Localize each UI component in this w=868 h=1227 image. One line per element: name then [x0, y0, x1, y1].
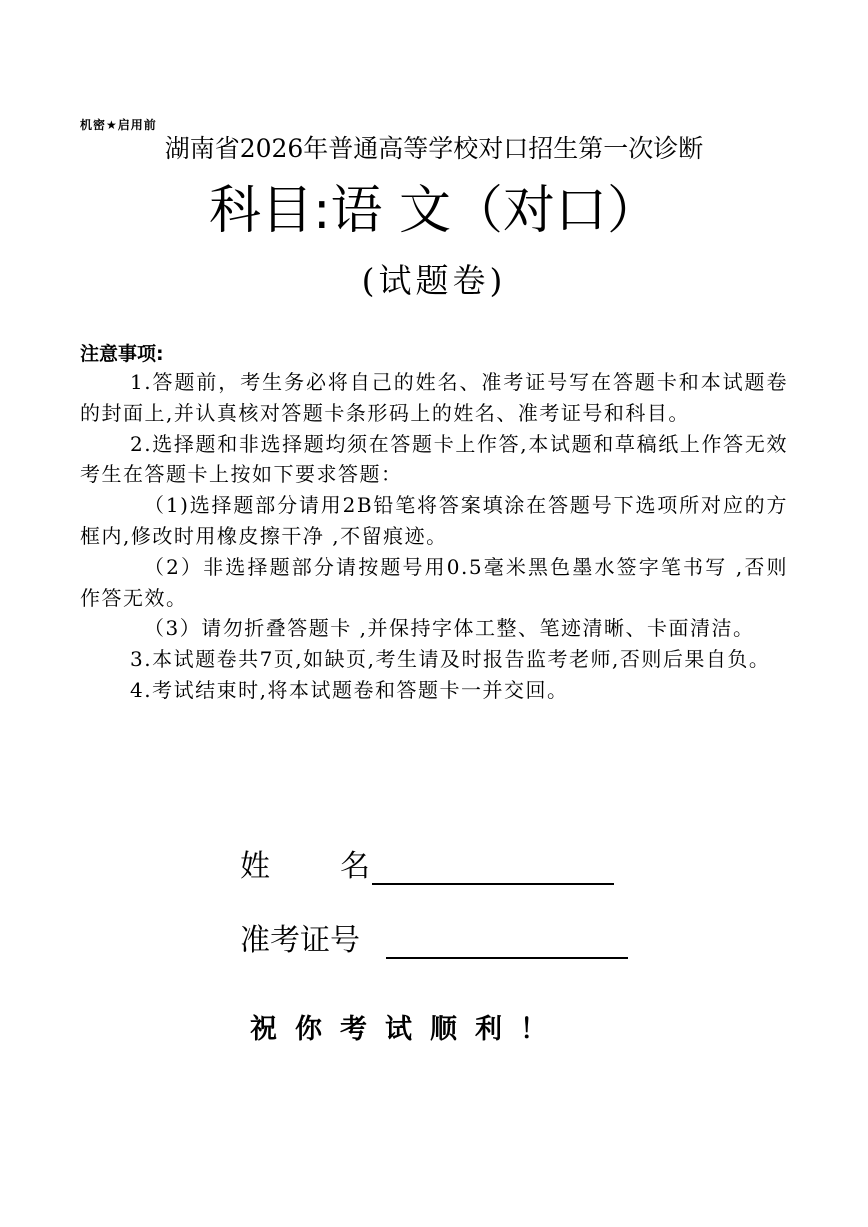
notice-item: 2.选择题和非选择题均须在答题卡上作答,本试题和草稿纸上作答无效考生在答题卡上按如下要求答题：: [80, 431, 788, 487]
name-blank-line[interactable]: [372, 849, 614, 885]
exam-id-blank-line[interactable]: [386, 923, 628, 959]
subject-title: 科目:语 文（对口）: [208, 181, 660, 241]
notice-item: 4.考试结束时,将本试题卷和答题卡一并交回。: [130, 677, 569, 702]
notice-subitem: （3）请勿折叠答题卡 ,并保持字体工整、笔迹清晰、卡面清洁。: [144, 616, 755, 641]
notice-heading: 注意事项:: [80, 343, 164, 365]
notice-item: 3.本试题卷共7页,如缺页,考生请及时报告监考老师,否则后果自负。: [130, 647, 771, 672]
confidential-label: 机密★启用前: [80, 118, 157, 132]
exam-title: 湖南省2026年普通高等学校对口招生第一次诊断: [164, 134, 704, 163]
exam-id-field-row: [240, 919, 628, 963]
notice-subitem: （2）非选择题部分请按题号用0.5毫米黑色墨水签字笔书写 ,否则作答无效。: [80, 554, 788, 610]
name-label: 姓名: [240, 849, 440, 884]
name-field-row: [240, 845, 614, 889]
notice-item: 1.答题前，考生务必将自己的姓名、准考证号写在答题卡和本试题卷的封面上,并认真核对答题卡条形码上的姓名、准考证号和科目。: [80, 370, 788, 425]
notice-list: [80, 367, 788, 706]
blessing-text: 祝你考试顺利！: [250, 1014, 565, 1045]
notice-subitem: （1)选择题部分请用2B铅笔将答案填涂在答题号下选项所对应的方框内,修改时用橡皮擦干净 ,不留痕迹。: [80, 493, 788, 548]
exam-id-label: 准考证号: [240, 923, 360, 958]
paper-type: (试题卷): [361, 261, 507, 300]
